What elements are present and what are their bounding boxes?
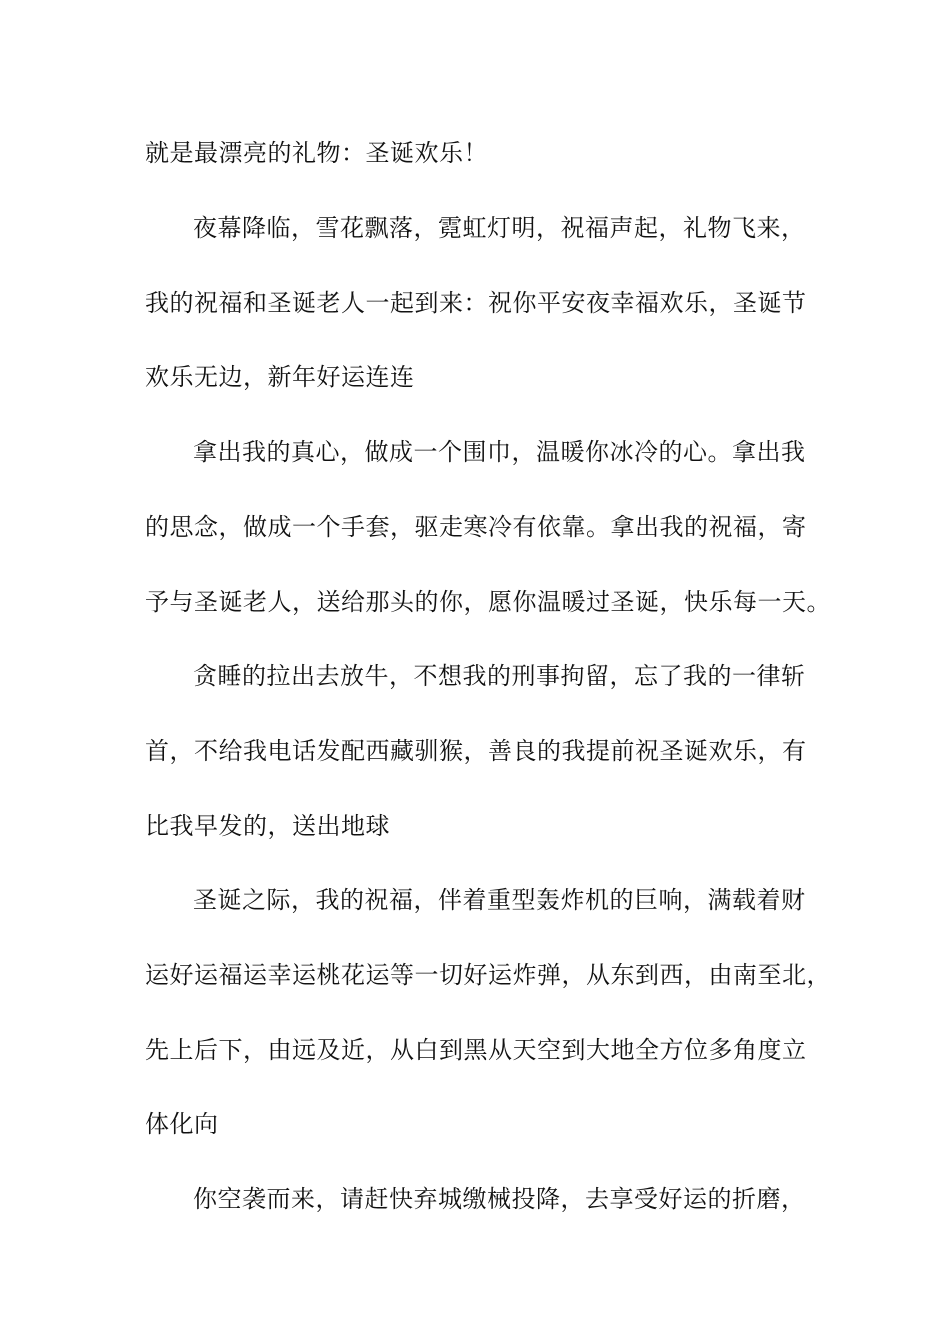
text-line: 予与圣诞老人，送给那头的你，愿你温暖过圣诞，快乐每一天。 <box>145 588 831 616</box>
text-line: 先上后下，由远及近，从白到黑从天空到大地全方位多角度立 <box>145 1036 807 1064</box>
paragraph-first-line: 你空袭而来，请赶快弃城缴械投降，去享受好运的折磨， <box>193 1185 806 1213</box>
text-line: 运好运福运幸运桃花运等一切好运炸弹，从东到西，由南至北， <box>145 961 831 989</box>
text-line: 体化向 <box>145 1110 219 1138</box>
text-line: 比我早发的，送出地球 <box>145 812 390 840</box>
paragraph-first-line: 夜幕降临，雪花飘落，霓虹灯明，祝福声起，礼物飞来， <box>193 214 806 242</box>
text-line: 欢乐无边，新年好运连连 <box>145 363 415 391</box>
text-line: 首，不给我电话发配西藏驯猴，善良的我提前祝圣诞欢乐，有 <box>145 737 807 765</box>
paragraph-first-line: 拿出我的真心，做成一个围巾，温暖你冰冷的心。拿出我 <box>193 438 806 466</box>
paragraph-first-line: 贪睡的拉出去放牛，不想我的刑事拘留，忘了我的一律斩 <box>193 662 806 690</box>
text-line: 就是最漂亮的礼物：圣诞欢乐！ <box>145 139 488 167</box>
paragraph-first-line: 圣诞之际，我的祝福，伴着重型轰炸机的巨响，满载着财 <box>193 886 806 914</box>
text-line: 我的祝福和圣诞老人一起到来：祝你平安夜幸福欢乐，圣诞节 <box>145 289 807 317</box>
text-line: 的思念，做成一个手套，驱走寒冷有依靠。拿出我的祝福，寄 <box>145 513 807 541</box>
